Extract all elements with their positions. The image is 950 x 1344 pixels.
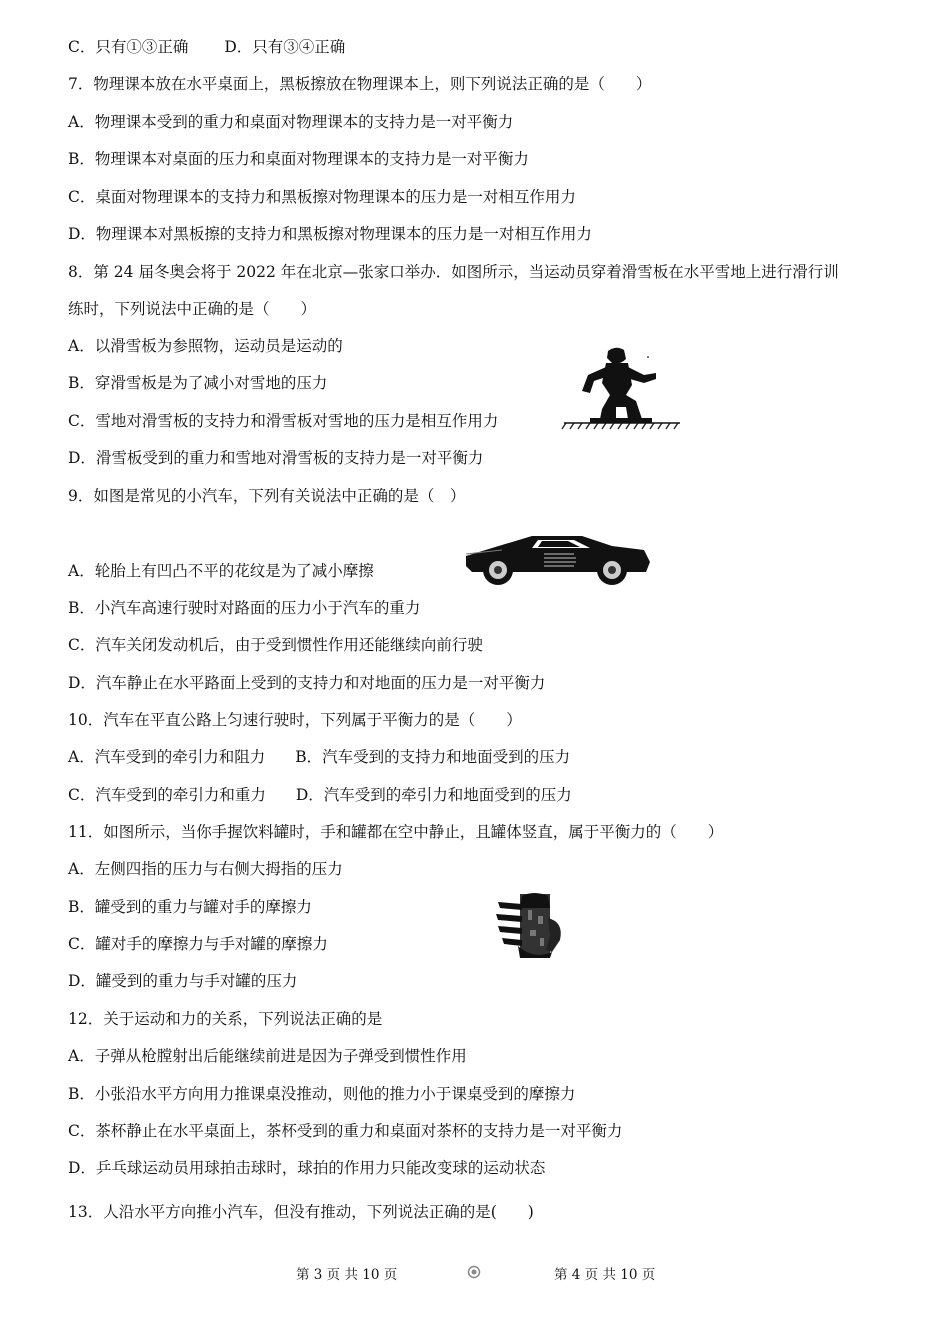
hand-holding-can-figure — [494, 888, 566, 960]
q7-option-c: C．桌面对物理课本的支持力和黑板擦对物理课本的压力是一对相互作用力 — [68, 188, 576, 206]
q11-option-c: C．罐对手的摩擦力与手对罐的摩擦力 — [68, 935, 328, 953]
page-number-right: 第 4 页 共 10 页 — [554, 1267, 656, 1283]
question-11: 11．如图所示，当你手握饮料罐时，手和罐都在空中静止，且罐体竖直，属于平衡力的（ ） — [68, 823, 724, 841]
question-12: 12．关于运动和力的关系，下列说法正确的是 — [68, 1010, 383, 1028]
q12-option-b: B．小张沿水平方向用力推课桌没推动，则他的推力小于课桌受到的摩擦力 — [68, 1085, 576, 1103]
q11-option-a: A．左侧四指的压力与右侧大拇指的压力 — [68, 860, 343, 878]
q11-option-d: D．罐受到的重力与手对罐的压力 — [68, 972, 298, 990]
q10-option-b: B．汽车受到的支持力和地面受到的压力 — [295, 748, 571, 766]
question-9: 9．如图是常见的小汽车，下列有关说法中正确的是（ ） — [68, 487, 466, 505]
q7-option-d: D．物理课本对黑板擦的支持力和黑板擦对物理课本的压力是一对相互作用力 — [68, 225, 592, 243]
question-8-cont: 练时，下列说法中正确的是（ ） — [68, 300, 317, 318]
q9-option-b: B．小汽车高速行驶时对路面的压力小于汽车的重力 — [68, 599, 421, 617]
q9-option-d: D．汽车静止在水平路面上受到的支持力和对地面的压力是一对平衡力 — [68, 674, 546, 692]
q10-option-a: A．汽车受到的牵引力和阻力 — [68, 748, 266, 766]
snowboarder-figure — [560, 345, 685, 430]
sports-car-figure — [462, 528, 654, 588]
q10-option-c: C．汽车受到的牵引力和重力 — [68, 786, 266, 804]
option-d: D．只有③④正确 — [224, 38, 346, 56]
q7-option-b: B．物理课本对桌面的压力和桌面对物理课本的支持力是一对平衡力 — [68, 150, 529, 168]
q12-option-a: A．子弹从枪膛射出后能继续前进是因为子弹受到惯性作用 — [68, 1047, 467, 1065]
option-c: C．只有①③正确 — [68, 38, 189, 56]
page-number-left: 第 3 页 共 10 页 — [296, 1267, 398, 1283]
q8-option-c: C．雪地对滑雪板的支持力和滑雪板对雪地的压力是相互作用力 — [68, 412, 499, 430]
q8-option-a: A．以滑雪板为参照物，运动员是运动的 — [68, 337, 343, 355]
question-10: 10．汽车在平直公路上匀速行驶时，下列属于平衡力的是（ ） — [68, 711, 522, 729]
q7-option-a: A．物理课本受到的重力和桌面对物理课本的支持力是一对平衡力 — [68, 113, 514, 131]
q9-option-a: A．轮胎上有凹凸不平的花纹是为了减小摩擦 — [68, 562, 374, 580]
q8-option-b: B．穿滑雪板是为了减小对雪地的压力 — [68, 374, 328, 392]
q12-option-c: C．茶杯静止在水平桌面上，茶杯受到的重力和桌面对茶杯的支持力是一对平衡力 — [68, 1122, 623, 1140]
question-8: 8．第 24 届冬奥会将于 2022 年在北京—张家口举办．如图所示，当运动员穿着滑雪板在水平雪地上进行滑行训 — [68, 263, 839, 281]
q10-option-d: D．汽车受到的牵引力和地面受到的压力 — [295, 786, 572, 804]
q10-options-cd — [68, 785, 572, 805]
question-13: 13．人沿水平方向推小汽车，但没有推动，下列说法正确的是( ) — [68, 1203, 534, 1221]
option-row-6cd — [68, 37, 345, 57]
q12-option-d: D．乒乓球运动员用球拍击球时，球拍的作用力只能改变球的运动状态 — [68, 1159, 546, 1177]
q10-options-ab — [68, 747, 570, 767]
q11-option-b: B．罐受到的重力与罐对手的摩擦力 — [68, 898, 312, 916]
q8-option-d: D．滑雪板受到的重力和雪地对滑雪板的支持力是一对平衡力 — [68, 449, 484, 467]
question-7: 7．物理课本放在水平桌面上，黑板擦放在物理课本上，则下列说法正确的是（ ） — [68, 75, 652, 93]
q9-option-c: C．汽车关闭发动机后，由于受到惯性作用还能继续向前行驶 — [68, 636, 483, 654]
page-divider-icon — [467, 1265, 481, 1279]
